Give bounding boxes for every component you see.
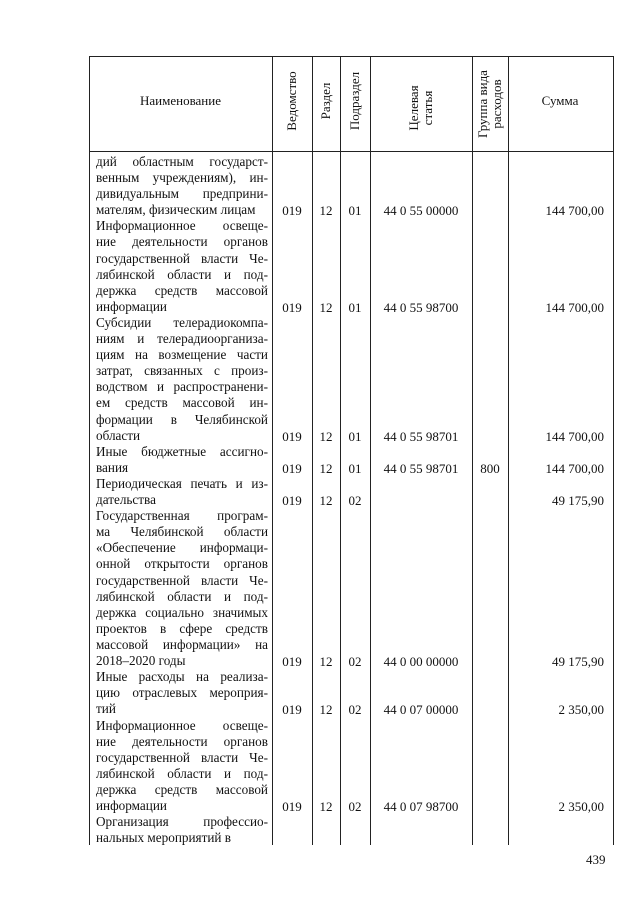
row-ved: 019 [282, 799, 302, 814]
row-name-line: держка средств массовой [96, 781, 268, 797]
row-name-line: цию отраслевых мероприя- [96, 685, 268, 701]
row-name-line: лябинской области и под- [96, 765, 268, 781]
row-name [96, 508, 268, 669]
row-name-line: дивидуальным предприни- [96, 186, 268, 202]
row-celevaya: 44 0 55 98700 [383, 299, 459, 315]
header-summa: Сумма [541, 93, 579, 108]
row-name-line: лябинской области и под- [96, 266, 268, 282]
header-gruppa [476, 64, 504, 144]
row-name-line: государственной власти Че- [96, 572, 268, 588]
page-number: 439 [586, 852, 606, 867]
row-razdel: 12 [319, 493, 333, 509]
col-border-podrazdel [340, 56, 341, 845]
row-name-line: области [96, 427, 141, 443]
row-name-line: Государственная програм- [96, 508, 268, 524]
row-ved: 019 [282, 299, 302, 315]
row-name-line: мателям, физическим лицам [96, 202, 256, 218]
col-border-ved [272, 56, 273, 845]
row-name-line: тий [96, 701, 116, 717]
row-name-line: держка средств массовой [96, 282, 268, 298]
row-name-line: проектов в сфере средств [96, 620, 268, 636]
row-name [96, 315, 268, 444]
header-gruppa-2: расходов [489, 79, 504, 129]
row-celevaya: 44 0 07 98700 [383, 799, 459, 814]
row-name-line: лябинской области и под- [96, 588, 268, 604]
row-podrazdel: 02 [348, 702, 362, 718]
row-summa: 2 350,00 [558, 799, 604, 814]
row-ved: 019 [282, 654, 302, 670]
col-border-gruppa [472, 56, 473, 845]
row-name-line: нальных мероприятий в [96, 830, 231, 846]
row-summa: 2 350,00 [558, 702, 604, 718]
row-name-line: держка социально значимых [96, 604, 268, 620]
row-name-line: вания [96, 459, 129, 475]
row-ved: 019 [282, 460, 302, 476]
row-podrazdel: 02 [348, 654, 362, 670]
col-border-summa [508, 56, 509, 845]
row-name [96, 444, 268, 476]
row-name-line: Иные расходы на реализа- [96, 669, 268, 685]
row-name [96, 669, 268, 717]
row-summa: 144 700,00 [545, 460, 604, 476]
row-name [96, 718, 268, 815]
col-border-razdel [312, 56, 313, 845]
row-podrazdel: 01 [348, 203, 362, 219]
header-gruppa-1: Группа вида [475, 70, 490, 138]
row-celevaya: 44 0 55 98701 [383, 428, 459, 444]
row-name-line: ние деятельности органов [96, 234, 268, 250]
row-name-line: информации [96, 797, 167, 813]
row-name-line: формации в Челябинской [96, 411, 268, 427]
row-celevaya: 44 0 55 98701 [383, 460, 459, 476]
row-name-line: Информационное освеще- [96, 717, 268, 733]
row-razdel: 12 [319, 203, 333, 219]
row-ved: 019 [282, 203, 302, 219]
row-celevaya: 44 0 55 00000 [383, 203, 459, 219]
row-name-line: Периодическая печать и из- [96, 476, 268, 491]
row-name-line: массовой информации» на [96, 636, 268, 652]
row-summa: 49 175,90 [552, 654, 604, 670]
row-name-line: Субсидии телерадиокомпа- [96, 315, 268, 330]
row-name-line: Организация профессио- [96, 814, 268, 830]
row-podrazdel: 02 [348, 493, 362, 509]
col-border-celevaya [370, 56, 371, 845]
row-name-line: «Обеспечение информаци- [96, 540, 268, 556]
header-celevaya [407, 68, 435, 148]
row-podrazdel: 01 [348, 428, 362, 444]
row-name-line: Информационное освеще- [96, 218, 268, 234]
header-celevaya-2: статья [420, 90, 435, 126]
header-bottom-border [89, 151, 613, 152]
row-celevaya: 44 0 00 00000 [383, 654, 459, 670]
header-razdel: Раздел [318, 82, 333, 120]
header-celevaya-1: Целевая [406, 85, 421, 131]
row-podrazdel: 01 [348, 299, 362, 315]
row-name-line: ниям и телерадиоорганиза- [96, 331, 268, 347]
header-name: Наименование [140, 93, 221, 108]
header-podrazdel: Подраздел [347, 71, 362, 131]
row-name-line: венным учреждениям), ин- [96, 170, 268, 186]
row-ved: 019 [282, 702, 302, 718]
row-name-line: 2018–2020 годы [96, 653, 186, 669]
row-name-line: информации [96, 298, 167, 314]
row-celevaya: 44 0 07 00000 [383, 702, 459, 718]
row-summa: 144 700,00 [545, 428, 604, 444]
row-razdel: 12 [319, 299, 333, 315]
row-name [96, 814, 268, 846]
row-name-line: Иные бюджетные ассигно- [96, 443, 268, 459]
row-podrazdel: 02 [348, 799, 362, 814]
row-name-line: дательства [96, 492, 156, 508]
row-name-line: государственной власти Че- [96, 250, 268, 266]
header-ved: Ведомство [284, 71, 299, 131]
row-name-line: дий областным государст- [96, 154, 268, 169]
row-name-line: циям на возмещение части [96, 347, 268, 363]
row-summa: 49 175,90 [552, 493, 604, 509]
row-razdel: 12 [319, 702, 333, 718]
row-razdel: 12 [319, 654, 333, 670]
row-podrazdel: 01 [348, 460, 362, 476]
row-name [96, 218, 268, 315]
row-summa: 144 700,00 [545, 299, 604, 315]
row-name-line: ем средств массовой ин- [96, 395, 268, 411]
row-gruppa: 800 [480, 460, 500, 476]
row-name-line: онной открытости органов [96, 556, 268, 572]
row-summa: 144 700,00 [545, 203, 604, 219]
row-name-line: ма Челябинской области [96, 524, 268, 540]
row-ved: 019 [282, 428, 302, 444]
row-name-line: водством и распространени- [96, 379, 268, 395]
row-name-line: государственной власти Че- [96, 749, 268, 765]
row-razdel: 12 [319, 799, 333, 814]
row-name [96, 476, 268, 508]
row-name-line: затрат, связанных с произ- [96, 363, 268, 379]
row-name-line: ние деятельности органов [96, 733, 268, 749]
row-razdel: 12 [319, 428, 333, 444]
row-name [96, 154, 268, 218]
row-razdel: 12 [319, 460, 333, 476]
row-ved: 019 [282, 493, 302, 509]
